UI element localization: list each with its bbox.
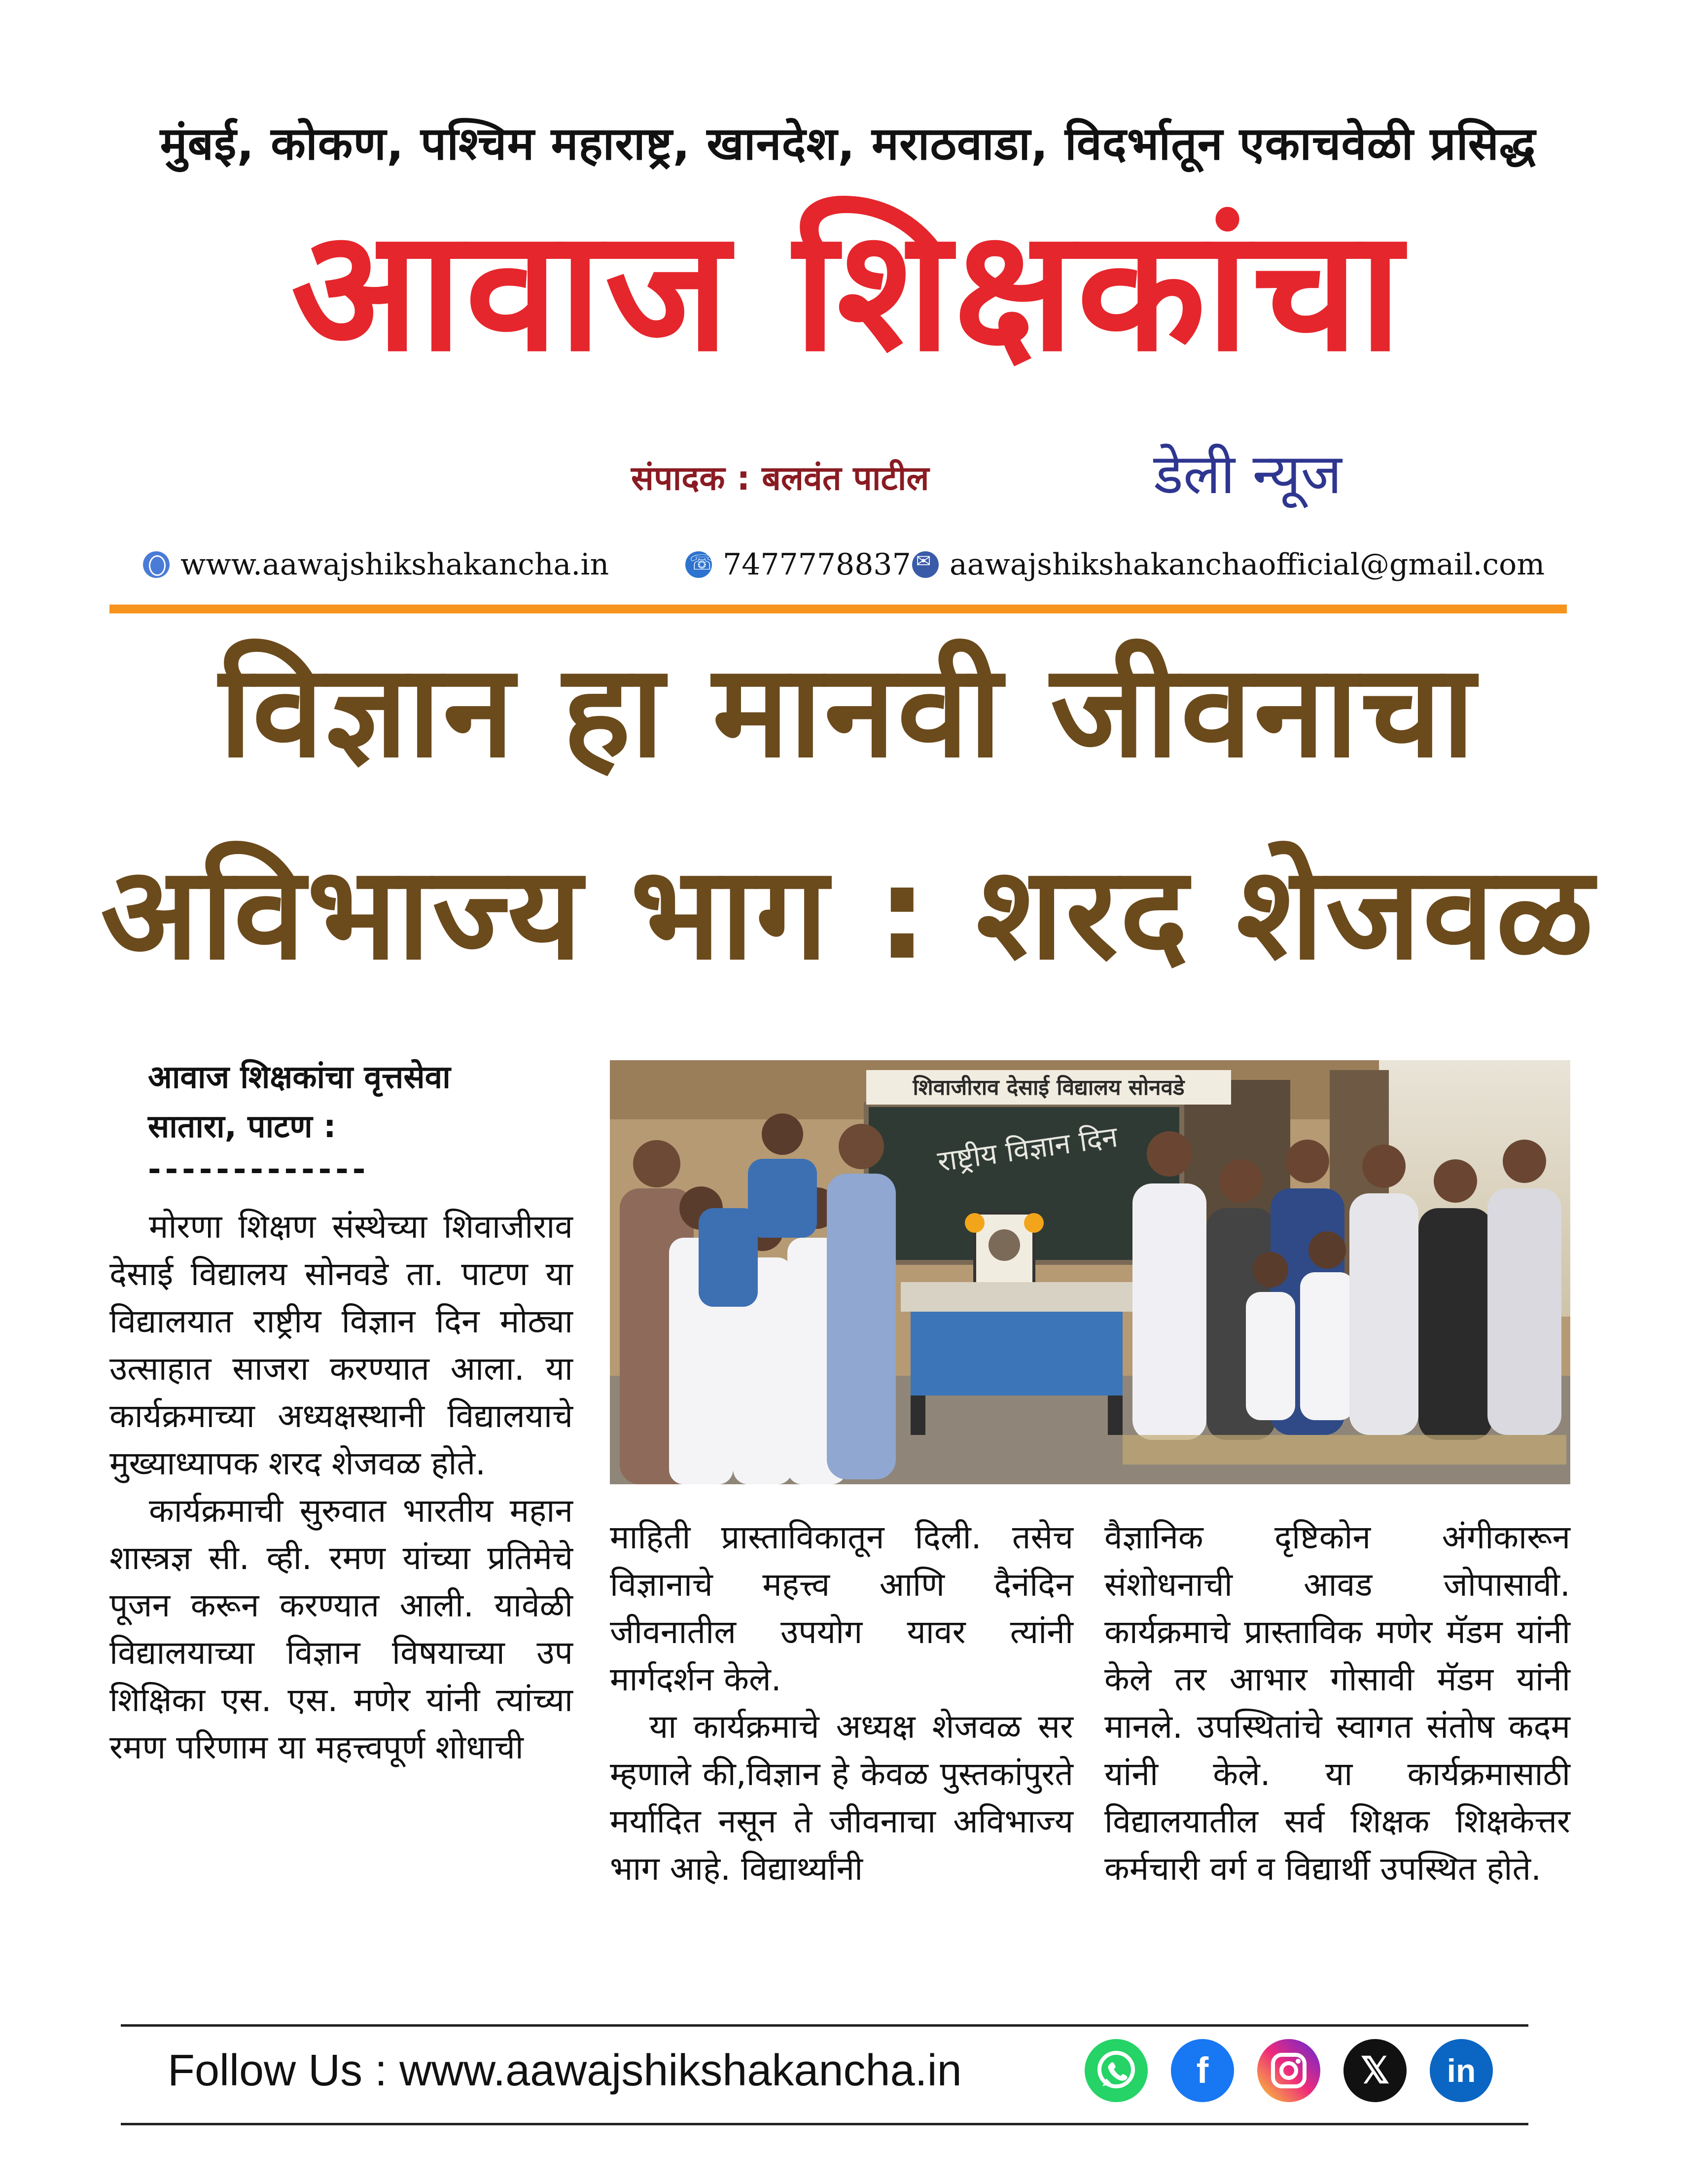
column-1-paragraph-1: मोरणा शिक्षण संस्थेच्या शिवाजीराव देसाई विद्यालय सोनवडे ता. पाटण या विद्यालयात राष्ट्रीय विज्ञान दिन मोठ्या उत्साहात साजरा करण्यात आला. या कार्यक्रमाच्या अध्यक्षस्थानी विद्यालयाचे मुख्याध्यापक शरद शेजवळ होते. xyxy=(109,1208,573,1482)
x-icon[interactable]: 𝕏 xyxy=(1343,2039,1407,2102)
photo-illustration xyxy=(610,1060,1570,1484)
masthead-title: आवाज शिक्षकांचा xyxy=(291,193,1405,389)
article-photo xyxy=(610,1060,1570,1484)
column-3-paragraph-1: वैज्ञानिक दृष्टिकोन अंगीकारून संशोधनाची आवड जोपासावी. कार्यक्रमाचे प्रास्ताविक मणेर मॅडम यांनी केले तर आभार गोसावी मॅडम यांनी मानले. उपस्थितांचे स्वागत संतोष कदम यांनी केले. या कार्यक्रमासाठी विद्यालयातील सर्व शिक्षक शिक्षकेत्तर कर्मचारी वर्ग व विद्यार्थी उपस्थित होते. xyxy=(1104,1518,1570,1888)
email-contact[interactable] xyxy=(912,547,1545,582)
column-2-paragraph-1: माहिती प्रास्ताविकातून दिली. तसेच विज्ञानाचे महत्त्व आणि दैनंदिन जीवनातील उपयोग यावर त्यांनी मार्गदर्शन केले. xyxy=(610,1518,1073,1698)
column-1-paragraph-2: कार्यक्रमाची सुरुवात भारतीय महान शास्त्रज्ञ सी. व्ही. रमण यांच्या प्रतिमेचे पूजन करून करण्यात आली. यावेळी विद्यालयाच्या विज्ञान विषयाच्या उप शिक्षिका एस. एस. मणेर यांनी त्यांच्या रमण परिणाम या महत्त्वपूर्ण शोधाची xyxy=(109,1492,573,1766)
website-text[interactable]: www.aawajshikshakancha.in xyxy=(180,547,609,582)
website-contact[interactable] xyxy=(143,547,609,582)
byline-place: सातारा, पाटण : xyxy=(148,1109,336,1145)
header-divider xyxy=(109,605,1567,613)
byline xyxy=(148,1053,572,1151)
instagram-icon[interactable] xyxy=(1257,2039,1320,2102)
column-2-paragraph-2: या कार्यक्रमाचे अध्यक्ष शेजवळ सर म्हणाले की,विज्ञान हे केवळ पुस्तकांपुरते मर्यादित नसून ते जीवनाचा अविभाज्य भाग आहे. विद्यार्थ्यांनी xyxy=(610,1708,1073,1888)
phone-icon xyxy=(685,551,712,578)
follow-us-text[interactable]: Follow Us : www.aawajshikshakancha.in xyxy=(168,2046,962,2095)
article-column-1 xyxy=(109,1203,573,1771)
facebook-icon[interactable]: f xyxy=(1171,2039,1234,2102)
editor-credit: संपादक : बलवंत पाटील xyxy=(631,459,929,498)
headline-line-2: अविभाज्य भाग : शरद शेजवळ xyxy=(101,839,1595,988)
footer-divider-bottom xyxy=(121,2123,1528,2125)
photo-board-text: राष्ट्रीय विज्ञान दिन xyxy=(935,1119,1120,1179)
whatsapp-icon[interactable] xyxy=(1085,2039,1148,2102)
byline-rule: ------------- xyxy=(148,1151,370,1188)
tagline: मुंबई, कोकण, पश्चिम महाराष्ट्र, खानदेश, मराठवाडा, विदर्भातून एकाचवेळी प्रसिद्ध xyxy=(160,117,1536,170)
article-column-2 xyxy=(610,1514,1073,1893)
email-text[interactable]: aawajshikshakanchaofficial@gmail.com xyxy=(950,547,1545,582)
phone-contact[interactable] xyxy=(685,547,911,582)
phone-text[interactable]: 7477778837 xyxy=(723,547,911,582)
mail-icon xyxy=(912,551,939,578)
headline-line-1: विज्ञान हा मानवी जीवनाचा xyxy=(219,637,1477,786)
photo-banner-text: शिवाजीराव देसाई विद्यालय सोनवडे xyxy=(913,1075,1185,1100)
linkedin-icon[interactable]: in xyxy=(1430,2039,1493,2102)
footer-divider-top xyxy=(121,2024,1528,2027)
edition-label: डेली न्यूज xyxy=(1154,442,1342,506)
globe-icon xyxy=(143,551,170,578)
article-column-3 xyxy=(1104,1514,1570,1893)
byline-source: आवाज शिक्षकांचा वृत्तसेवा xyxy=(148,1059,451,1096)
